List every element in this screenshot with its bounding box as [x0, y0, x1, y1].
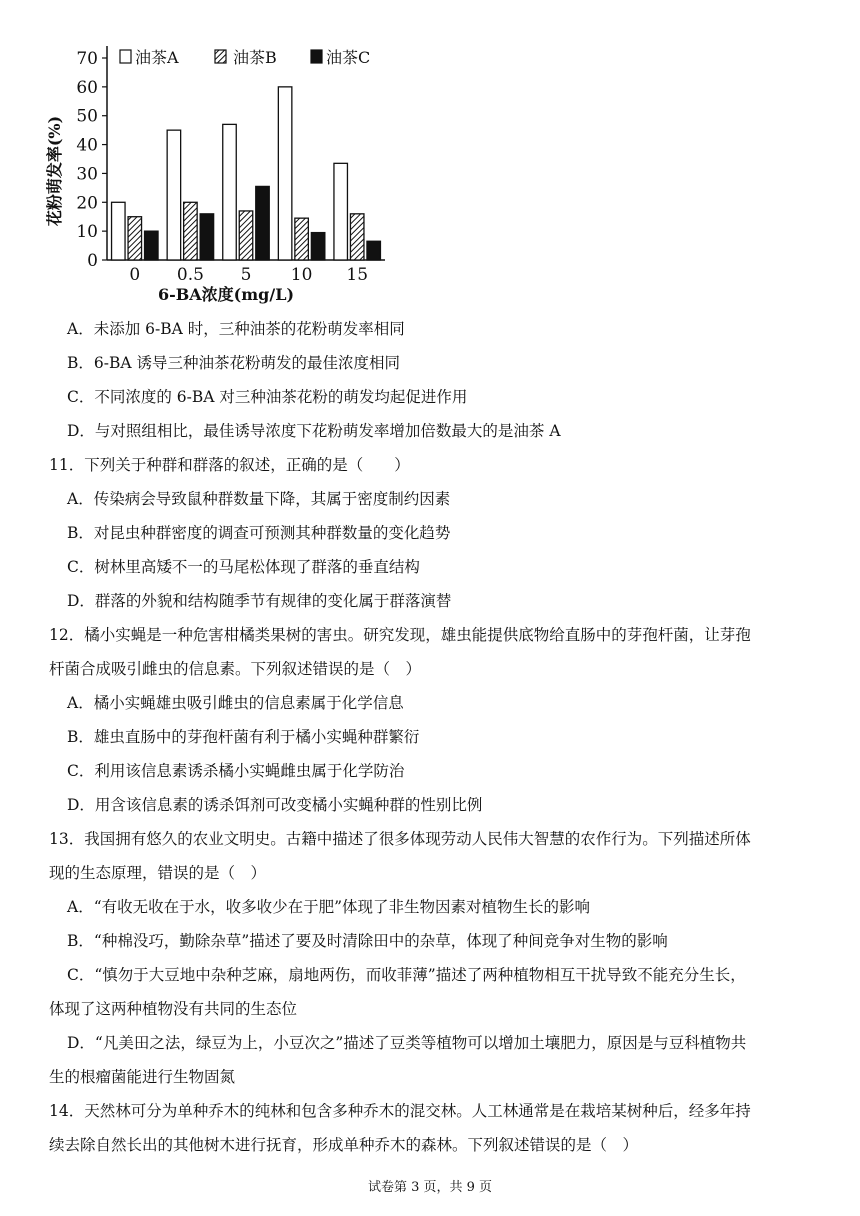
q11-option-d: D．群落的外貌和结构随季节有规律的变化属于群落演替 — [67, 592, 452, 610]
x-tick-label: 0 — [129, 265, 141, 285]
q10-option-a: A．未添加 6-BA 时，三种油茶的花粉萌发率相同 — [67, 320, 405, 338]
y-tick-label: 30 — [76, 164, 98, 185]
q11-option-c: C．树林里高矮不一的马尾松体现了群落的垂直结构 — [67, 558, 420, 576]
bar-b-5 — [239, 211, 253, 260]
legend-label-c: 油茶C — [326, 48, 371, 67]
q11-stem: 11．下列关于种群和群落的叙述，正确的是（ ） — [49, 456, 410, 474]
bar-c-5 — [256, 186, 270, 260]
q13-option-a: A．“有收无收在于水，收多收少在于肥”体现了非生物因素对植物生长的影响 — [67, 898, 591, 916]
bar-c-15 — [367, 241, 381, 260]
legend-swatch-a — [120, 50, 131, 63]
q10-option-d: D．与对照组相比，最佳诱导浓度下花粉萌发率增加倍数最大的是油茶 A — [67, 422, 561, 440]
legend-swatch-b — [215, 50, 226, 63]
q13-option-c-line1: C．“慎勿于大豆地中杂种芝麻，扇地两伤，而收菲薄”描述了两种植物相互干扰导致不能充分生长， — [67, 966, 746, 984]
y-tick-label: 60 — [76, 77, 98, 98]
bar-a-0 — [112, 202, 126, 260]
q13-option-d-line1: D．“凡美田之法，绿豆为上，小豆次之”描述了豆类等植物可以增加土壤肥力，原因是与豆科植物共 — [67, 1034, 747, 1052]
y-tick-label: 0 — [87, 251, 98, 271]
q12-option-b: B．雄虫直肠中的芽孢杆菌有利于橘小实蝇种群繁衍 — [67, 728, 420, 746]
q13-option-d-line2: 生的根瘤菌能进行生物固氮 — [49, 1068, 236, 1086]
x-tick-label: 0.5 — [176, 265, 204, 285]
bar-c-10 — [311, 233, 325, 260]
bar-c-0.5 — [200, 214, 214, 260]
y-axis-label: 花粉萌发率(%) — [45, 115, 64, 227]
bar-a-15 — [334, 163, 348, 260]
bar-b-15 — [350, 214, 364, 260]
y-tick-label: 40 — [76, 135, 98, 156]
q11-option-b: B．对昆虫种群密度的调查可预测其种群数量的变化趋势 — [67, 524, 451, 542]
x-axis-label: 6-BA浓度(mg/L) — [157, 285, 295, 304]
y-tick-label: 70 — [76, 49, 98, 69]
q13-option-c-line2: 体现了这两种植物没有共同的生态位 — [49, 1000, 298, 1018]
pollen-germination-bar-chart — [40, 36, 400, 306]
q12-option-c: C．利用该信息素诱杀橘小实蝇雌虫属于化学防治 — [67, 762, 405, 780]
q14-stem-line2: 续去除自然长出的其他树木进行抚育，形成单种乔木的森林。下列叙述错误的是（ ） — [49, 1136, 639, 1154]
q13-stem-line1: 13．我国拥有悠久的农业文明史。古籍中描述了很多体现劳动人民伟大智慧的农作行为。下列描述所体 — [49, 830, 751, 848]
x-tick-label: 15 — [346, 265, 369, 285]
bar-c-0 — [145, 231, 159, 260]
y-tick-label: 10 — [76, 222, 98, 243]
page-footer: 试卷第 3 页，共 9 页 — [367, 1180, 493, 1195]
chart-legend — [120, 48, 370, 67]
bar-b-0 — [128, 217, 142, 260]
q10-option-c: C．不同浓度的 6-BA 对三种油茶花粉的萌发均起促进作用 — [67, 388, 468, 406]
q12-option-d: D．用含该信息素的诱杀饵剂可改变橘小实蝇种群的性别比例 — [67, 796, 483, 814]
legend-label-b: 油茶B — [233, 48, 277, 67]
legend-swatch-c — [311, 50, 322, 63]
x-tick-label: 5 — [240, 265, 252, 285]
q12-stem-line2: 杆菌合成吸引雌虫的信息素。下列叙述错误的是（ ） — [49, 660, 422, 678]
bar-a-5 — [223, 124, 237, 260]
bar-b-0.5 — [184, 202, 198, 260]
q10-option-b: B．6-BA 诱导三种油茶花粉萌发的最佳浓度相同 — [67, 354, 401, 372]
q13-stem-line2: 现的生态原理，错误的是（ ） — [49, 864, 267, 882]
bar-b-10 — [295, 218, 309, 260]
q12-stem-line1: 12．橘小实蝇是一种危害柑橘类果树的害虫。研究发现，雄虫能提供底物给直肠中的芽孢杆菌，让芽孢 — [49, 626, 751, 644]
q12-option-a: A．橘小实蝇雄虫吸引雌虫的信息素属于化学信息 — [67, 694, 404, 712]
q14-stem-line1: 14．天然林可分为单种乔木的纯林和包含多种乔木的混交林。人工林通常是在栽培某树种后，经多年持 — [49, 1102, 751, 1120]
q11-option-a: A．传染病会导致鼠种群数量下降，其属于密度制约因素 — [67, 490, 451, 508]
bar-a-0.5 — [167, 130, 181, 260]
legend-label-a: 油茶A — [135, 48, 179, 67]
x-tick-label: 10 — [290, 265, 313, 285]
y-tick-label: 20 — [76, 193, 98, 214]
bar-a-10 — [278, 87, 292, 260]
q13-option-b: B．“种棉没巧，勤除杂草”描述了要及时清除田中的杂草，体现了种间竞争对生物的影响 — [67, 932, 668, 950]
y-tick-label: 50 — [76, 106, 98, 127]
